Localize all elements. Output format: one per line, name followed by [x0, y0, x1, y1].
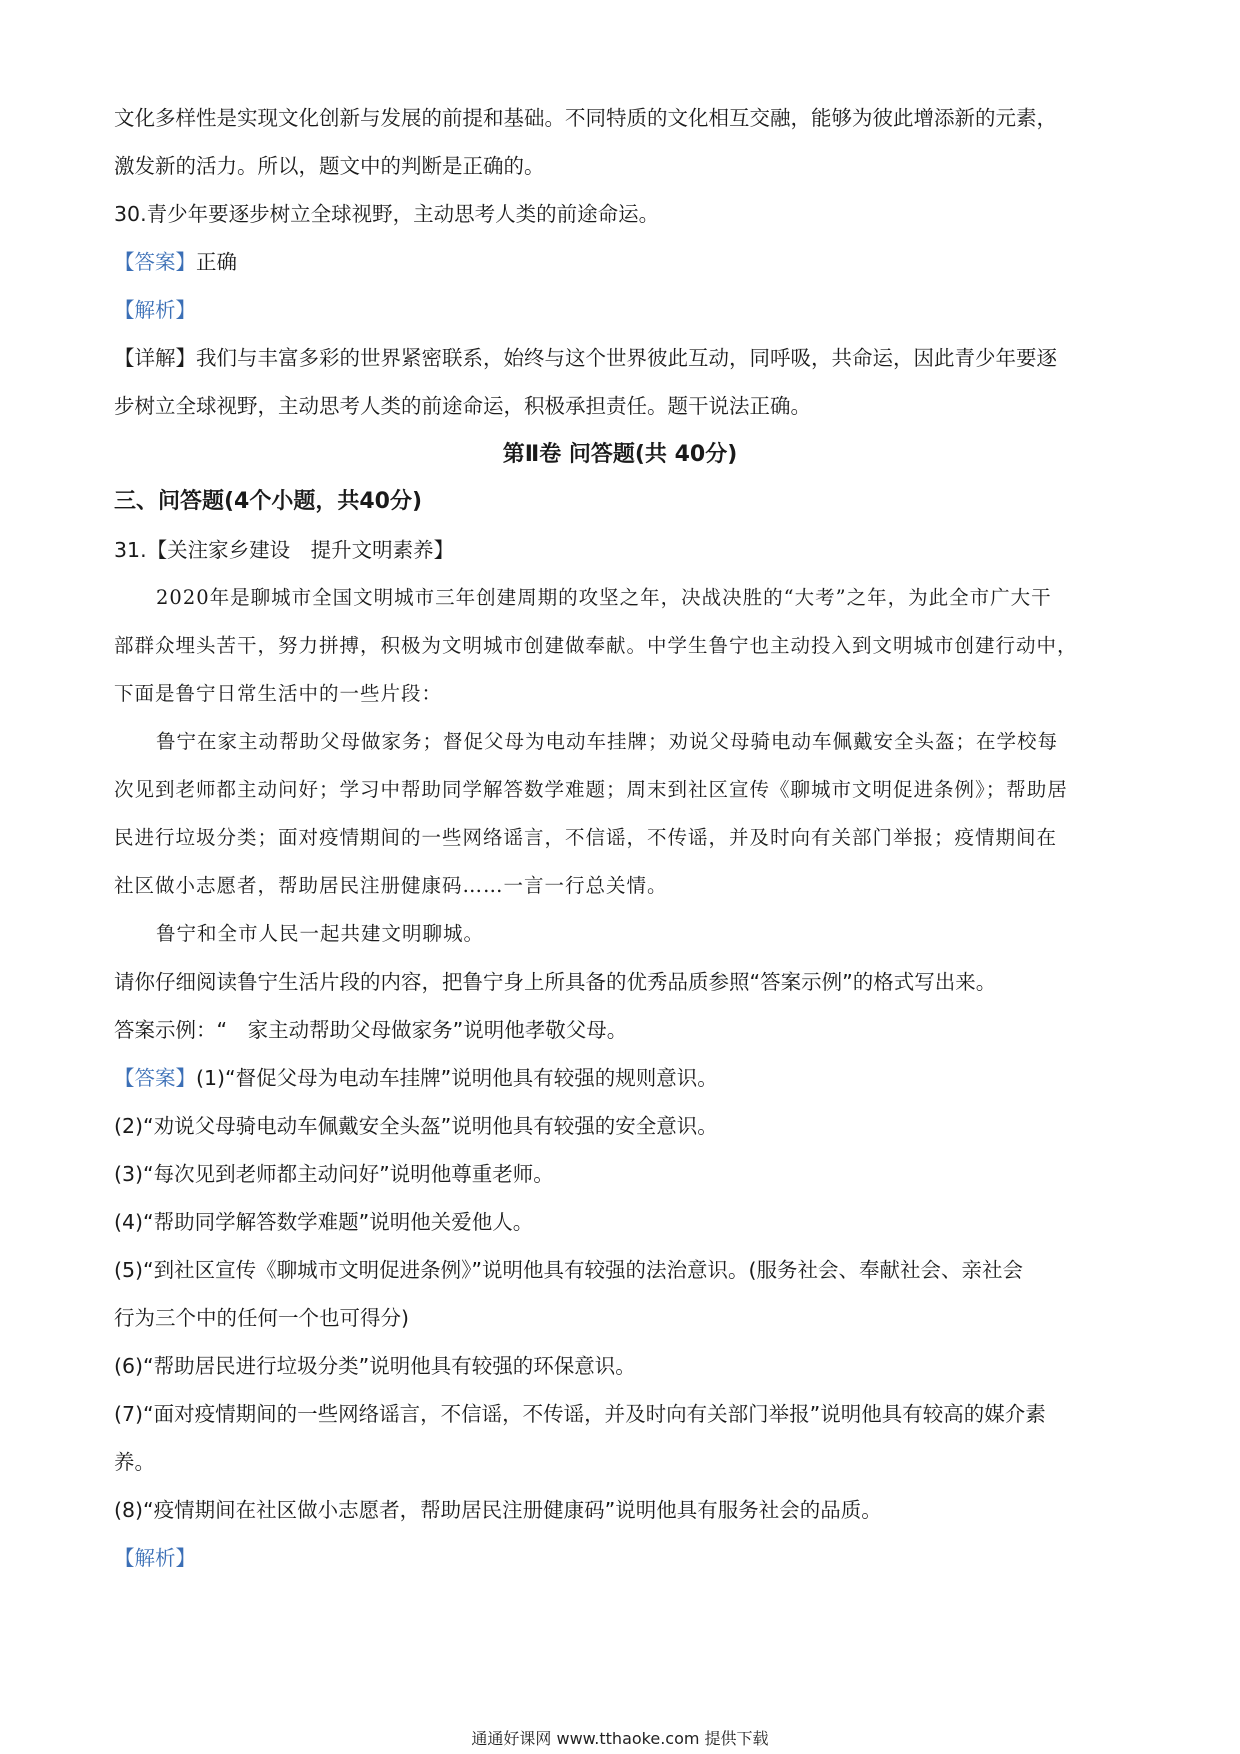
answer-tag: 【答案】 — [114, 250, 196, 274]
paragraph-line: 文化多样性是实现文化创新与发展的前提和基础。不同特质的文化相互交融，能够为彼此增添新的元素， — [114, 106, 1057, 130]
instruction: 请你仔细阅读鲁宁生活片段的内容，把鲁宁身上所具备的优秀品质参照“答案示例”的格式写出来。 — [114, 970, 997, 994]
answer-item: (8)“疫情期间在社区做小志愿者，帮助居民注册健康码”说明他具有服务社会的品质。 — [114, 1498, 882, 1522]
scenario-line: 部群众埋头苦干，努力拼搏，积极为文明城市创建做奉献。中学生鲁宁也主动投入到文明城市创建行动中， — [114, 634, 1078, 657]
detail-line — [114, 346, 1057, 370]
answer-item: (6)“帮助居民进行垃圾分类”说明他具有较强的环保意识。 — [114, 1354, 636, 1378]
detail-line: 步树立全球视野，主动思考人类的前途命运，积极承担责任。题干说法正确。 — [114, 394, 811, 418]
paragraph-line: 激发新的活力。所以，题文中的判断是正确的。 — [114, 154, 545, 178]
detail-text: 我们与丰富多彩的世界紧密联系，始终与这个世界彼此互动，同呼吸，共命运，因此青少年要逐 — [196, 346, 1057, 370]
analysis-tag-31: 【解析】 — [114, 1546, 196, 1570]
answer-item: 养。 — [114, 1450, 155, 1474]
part-title: 三、问答题(4个小题，共40分) — [114, 489, 423, 514]
volume-title: 第Ⅱ卷 问答题(共 40分) — [502, 442, 738, 467]
footer: 通通好课网 www.tthaoke.com 提供下载 — [471, 1729, 769, 1748]
scenario-line: 鲁宁在家主动帮助父母做家务；督促父母为电动车挂牌；劝说父母骑电动车佩戴安全头盔；在学校每 — [156, 730, 1059, 753]
scenario-line: 2020年是聊城市全国文明城市三年创建周期的攻坚之年，决战决胜的“大考”之年，为此全市广大干 — [156, 586, 1052, 609]
answer-item: (7)“面对疫情期间的一些网络谣言，不信谣，不传谣，并及时向有关部门举报”说明他具有较高的媒介素 — [114, 1402, 1046, 1426]
answer-item: (1)“督促父母为电动车挂牌”说明他具有较强的规则意识。 — [196, 1066, 718, 1090]
answer-item: (5)“到社区宣传《聊城市文明促进条例》”说明他具有较强的法治意识。(服务社会、奉献社会、亲社会 — [114, 1258, 1024, 1282]
detail-tag: 【详解】 — [114, 346, 196, 370]
scenario-line: 下面是鲁宁日常生活中的一些片段： — [114, 682, 443, 705]
answer-example: 答案示例：“ 家主动帮助父母做家务”说明他孝敬父母。 — [114, 1018, 628, 1042]
scenario-line: 次见到老师都主动问好；学习中帮助同学解答数学难题；周末到社区宣传《聊城市文明促进条例》；帮助居 — [114, 778, 1068, 801]
question-31-title: 31.【关注家乡建设 提升文明素养】 — [114, 538, 455, 562]
scenario-line: 民进行垃圾分类；面对疫情期间的一些网络谣言，不信谣，不传谣，并及时向有关部门举报；疫情期间在 — [114, 826, 1058, 849]
scenario-line: 鲁宁和全市人民一起共建文明聊城。 — [156, 922, 485, 945]
answer-item: (4)“帮助同学解答数学难题”说明他关爱他人。 — [114, 1210, 534, 1234]
analysis-tag-30: 【解析】 — [114, 298, 196, 322]
answer-30 — [114, 250, 237, 274]
answer-item: (3)“每次见到老师都主动问好”说明他尊重老师。 — [114, 1162, 554, 1186]
answer-item: (2)“劝说父母骑电动车佩戴安全头盔”说明他具有较强的安全意识。 — [114, 1114, 718, 1138]
answer-value: 正确 — [196, 250, 237, 274]
question-30: 30.青少年要逐步树立全球视野，主动思考人类的前途命运。 — [114, 202, 660, 226]
answer-31-line — [114, 1066, 718, 1090]
scenario-line: 社区做小志愿者，帮助居民注册健康码……一言一行总关情。 — [114, 874, 668, 897]
answer-tag: 【答案】 — [114, 1066, 196, 1090]
answer-item: 行为三个中的任何一个也可得分) — [114, 1306, 409, 1330]
